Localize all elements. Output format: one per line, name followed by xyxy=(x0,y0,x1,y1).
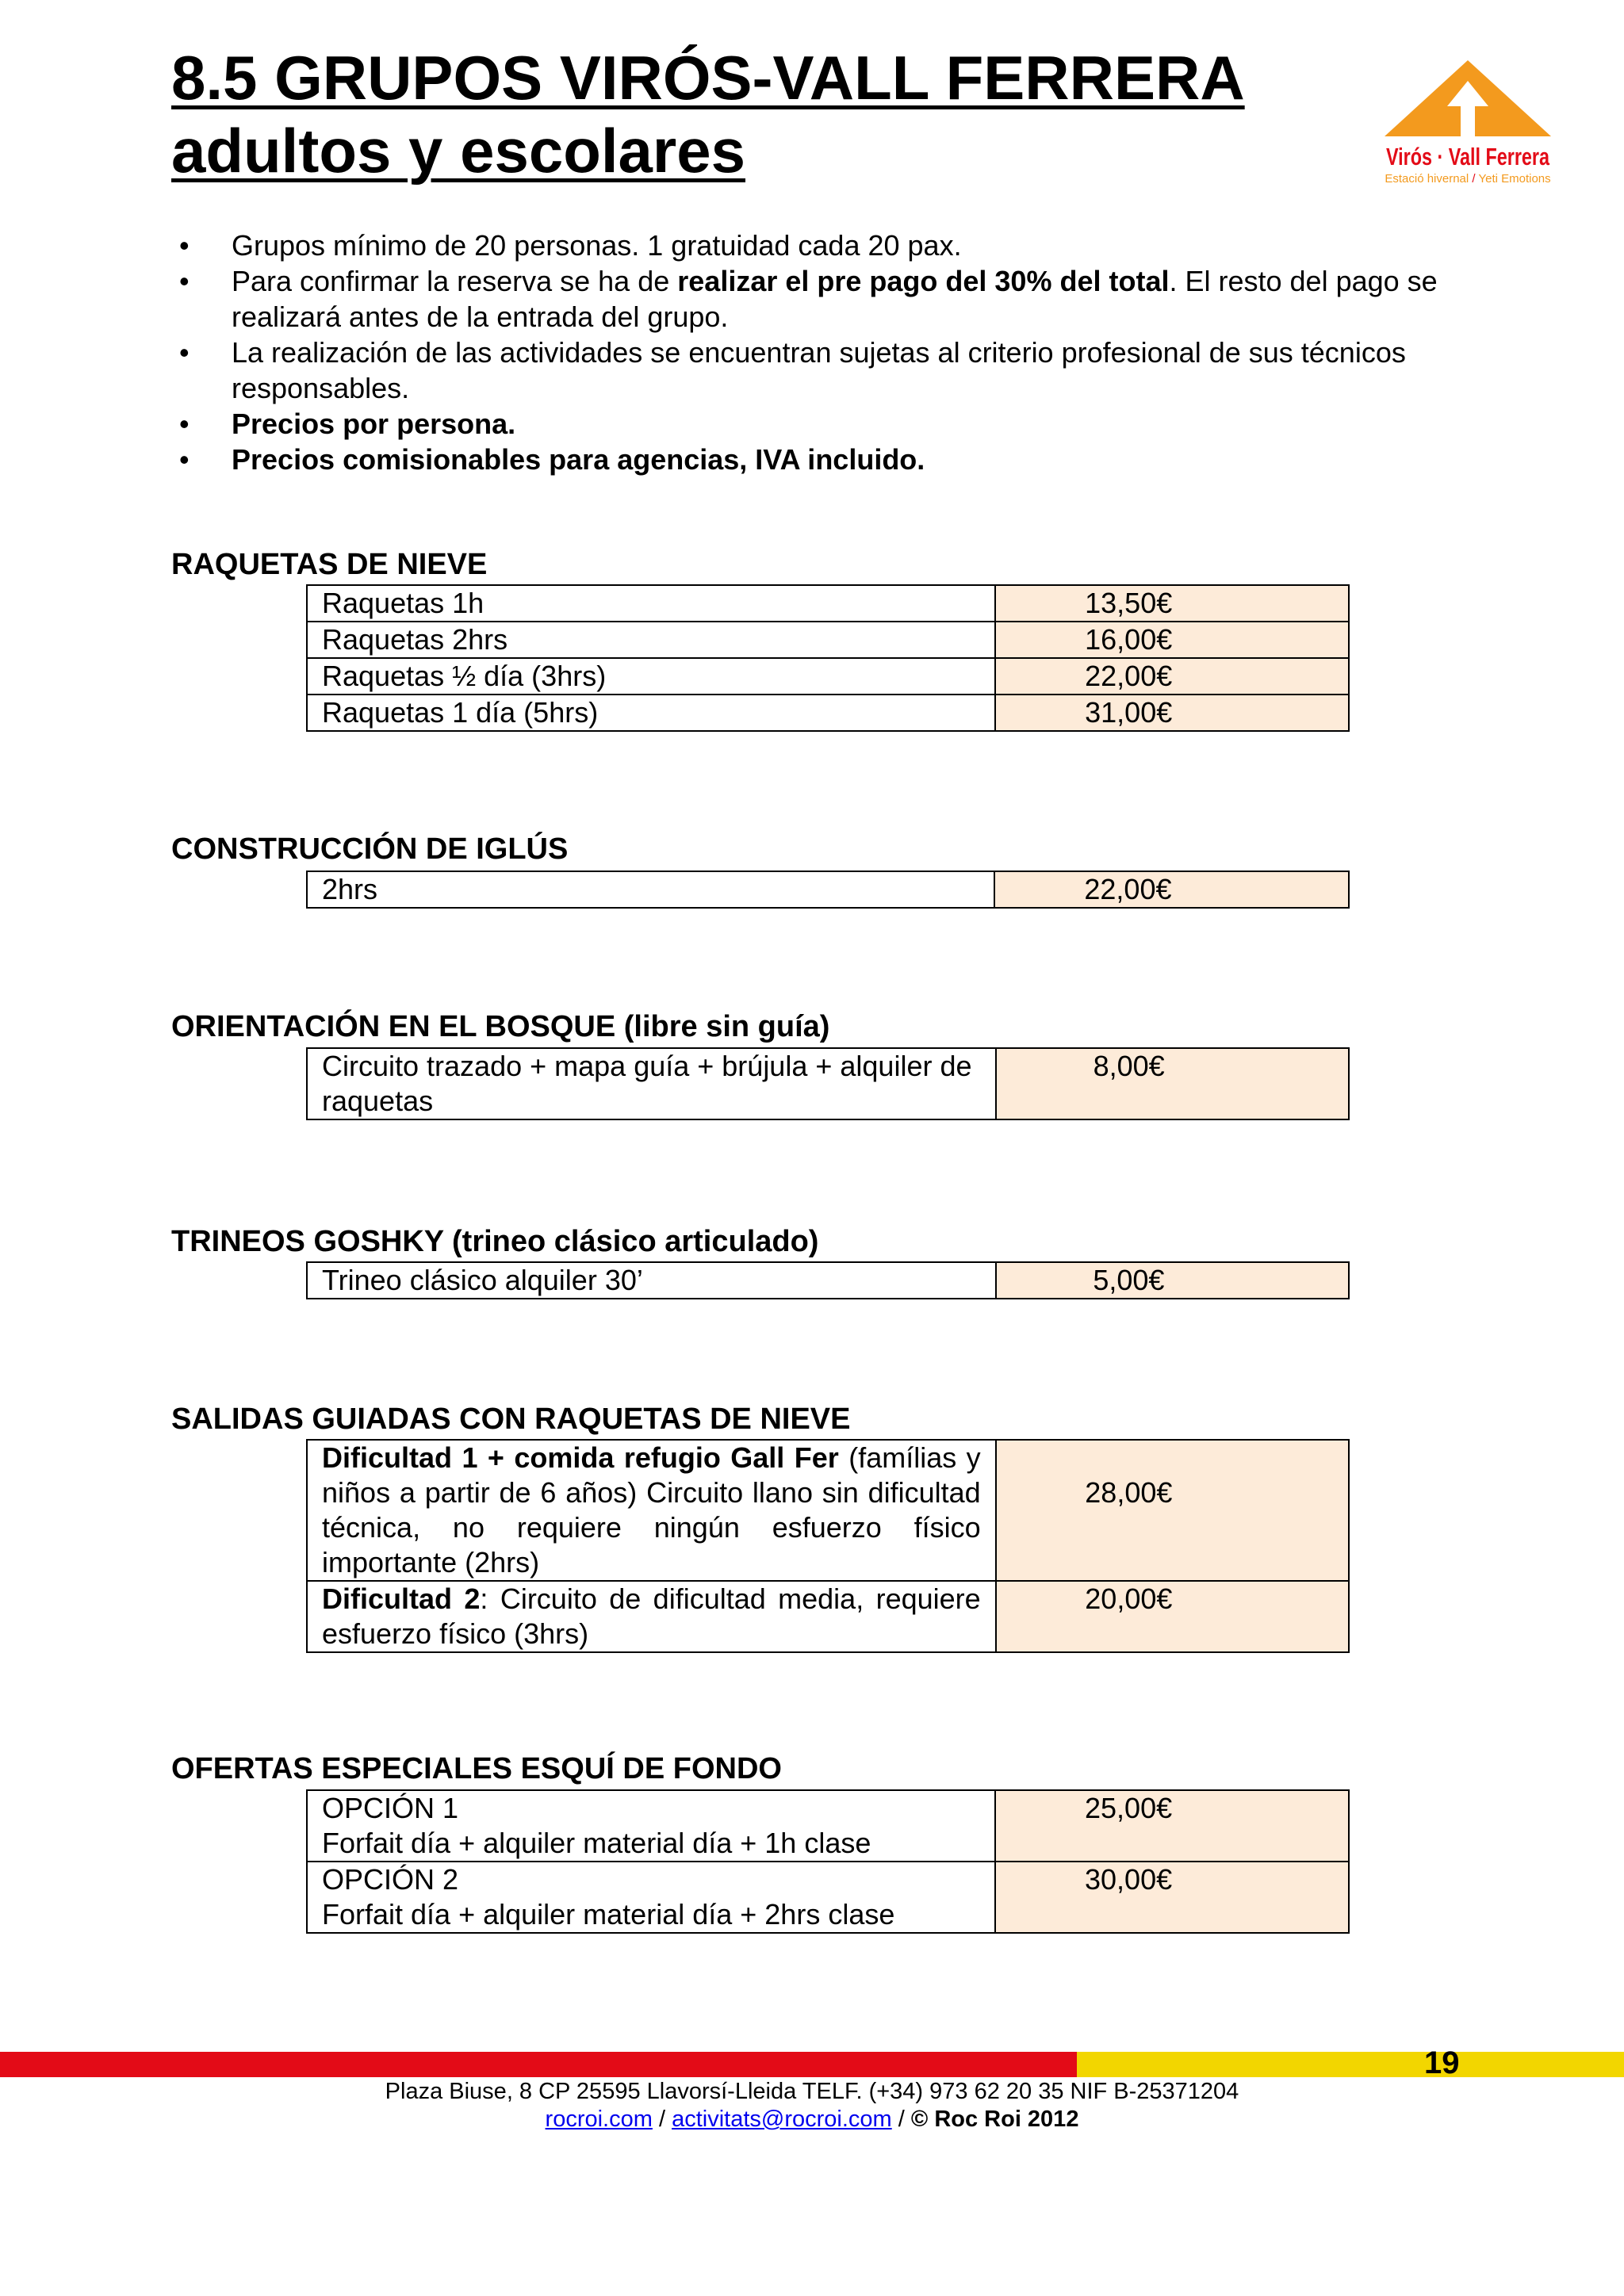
price-table-salidas xyxy=(306,1439,1350,1653)
item-description xyxy=(307,1790,995,1862)
table-row xyxy=(307,1262,1349,1299)
option-details: Forfait día + alquiler material día + 1h clase xyxy=(322,1827,871,1859)
viros-vall-ferrera-logo xyxy=(1383,57,1553,187)
option-label: OPCIÓN 1 xyxy=(322,1792,459,1824)
logo-tagline xyxy=(1385,172,1550,186)
item-price: 30,00€ xyxy=(995,1862,1349,1933)
item-description: 2hrs xyxy=(307,871,994,908)
item-description: Dificultad 1 + comida refugio Gall Fer (famílias y niños a partir de 6 años) Circuito llano sin dificultad técnica, no requiere ningún esfuerzo físico importante (2hrs) xyxy=(307,1440,996,1581)
section-title-salidas: SALIDAS GUIADAS CON RAQUETAS DE NIEVE xyxy=(171,1402,851,1436)
item-difficulty: Dificultad 1 + comida refugio Gall Fer xyxy=(322,1441,839,1474)
item-price: 28,00€ xyxy=(996,1440,1349,1581)
item-description xyxy=(307,1862,995,1933)
item-price: 13,50€ xyxy=(995,585,1349,622)
item-difficulty: Dificultad 2 xyxy=(322,1582,481,1615)
logo-name: Virós · Vall Ferrera xyxy=(1386,143,1550,170)
table-row xyxy=(307,1862,1349,1933)
condition-item: • Grupos mínimo de 20 personas. 1 gratuidad cada 20 pax. xyxy=(171,228,1503,263)
table-row xyxy=(307,658,1349,695)
item-description: Raquetas 1h xyxy=(307,585,995,622)
footer-bar-yellow xyxy=(1077,2052,1624,2077)
website-link[interactable]: rocroi.com xyxy=(545,2107,653,2132)
item-price: 31,00€ xyxy=(995,695,1349,731)
item-description: Dificultad 2: Circuito de dificultad media, requiere esfuerzo físico (3hrs) xyxy=(307,1581,996,1652)
table-row xyxy=(307,1440,1349,1581)
condition-item: • Precios comisionables para agencias, IVA incluido. xyxy=(171,442,1503,477)
item-price: 5,00€ xyxy=(996,1262,1349,1299)
footer-separator: / xyxy=(898,2107,905,2132)
item-description: Raquetas 1 día (5hrs) xyxy=(307,695,995,731)
copyright: © Roc Roi 2012 xyxy=(910,2107,1079,2132)
item-price: 22,00€ xyxy=(994,871,1349,908)
section-title-trineos: TRINEOS GOSHKY (trineo clásico articulado) xyxy=(171,1225,819,1258)
item-price: 8,00€ xyxy=(996,1048,1349,1119)
condition-item: • Para confirmar la reserva se ha de realizar el pre pago del 30% del total. El resto del pago se realizará antes de la entrada del grupo. xyxy=(171,263,1503,335)
option-label: OPCIÓN 2 xyxy=(322,1863,459,1896)
price-table-trineos xyxy=(306,1261,1350,1299)
item-description: Raquetas ½ día (3hrs) xyxy=(307,658,995,695)
condition-item: • Precios por persona. xyxy=(171,406,1503,442)
footer-links xyxy=(0,2105,1624,2133)
email-link[interactable]: activitats@rocroi.com xyxy=(672,2107,892,2132)
page-title xyxy=(171,41,1245,187)
page-number: 19 xyxy=(1424,2045,1460,2080)
item-description: Trineo clásico alquiler 30’ xyxy=(307,1262,996,1299)
footer-bar-red xyxy=(0,2052,1077,2077)
table-row xyxy=(307,1048,1349,1119)
section-title-esqui: OFERTAS ESPECIALES ESQUÍ DE FONDO xyxy=(171,1752,782,1785)
option-details: Forfait día + alquiler material día + 2hrs clase xyxy=(322,1898,895,1931)
table-row xyxy=(307,695,1349,731)
table-row xyxy=(307,1581,1349,1652)
page-title-line-1: 8.5 GRUPOS VIRÓS-VALL FERRERA xyxy=(171,43,1245,113)
footer-address: Plaza Biuse, 8 CP 25595 Llavorsí-Lleida TELF. (+34) 973 62 20 35 NIF B-25371204 xyxy=(385,2079,1239,2104)
section-title-orientacion: ORIENTACIÓN EN EL BOSQUE (libre sin guía) xyxy=(171,1010,830,1043)
item-description: Circuito trazado + mapa guía + brújula + alquiler de raquetas xyxy=(307,1048,996,1119)
condition-item: • La realización de las actividades se encuentran sujetas al criterio profesional de sus técnicos responsables. xyxy=(171,335,1503,406)
logo-tagline-left: Estació hivernal xyxy=(1385,172,1469,186)
price-table-orientacion xyxy=(306,1047,1350,1120)
conditions-list xyxy=(171,228,1503,477)
price-table-esqui xyxy=(306,1789,1350,1934)
item-price: 16,00€ xyxy=(995,622,1349,658)
item-price: 22,00€ xyxy=(995,658,1349,695)
table-row xyxy=(307,585,1349,622)
logo-tagline-right: Yeti Emotions xyxy=(1478,172,1551,186)
section-title-raquetas: RAQUETAS DE NIEVE xyxy=(171,548,488,581)
section-title-iglus: CONSTRUCCIÓN DE IGLÚS xyxy=(171,832,569,866)
table-row xyxy=(307,1790,1349,1862)
footer-separator: / xyxy=(658,2107,666,2132)
price-table-raquetas xyxy=(306,584,1350,732)
item-price: 20,00€ xyxy=(996,1581,1349,1652)
item-description: Raquetas 2hrs xyxy=(307,622,995,658)
table-row xyxy=(307,871,1349,908)
page-title-line-2: adultos y escolares xyxy=(171,116,746,186)
logo-tagline-sep: / xyxy=(1472,172,1476,186)
item-price: 25,00€ xyxy=(995,1790,1349,1862)
table-row xyxy=(307,622,1349,658)
price-table-iglus xyxy=(306,871,1350,909)
